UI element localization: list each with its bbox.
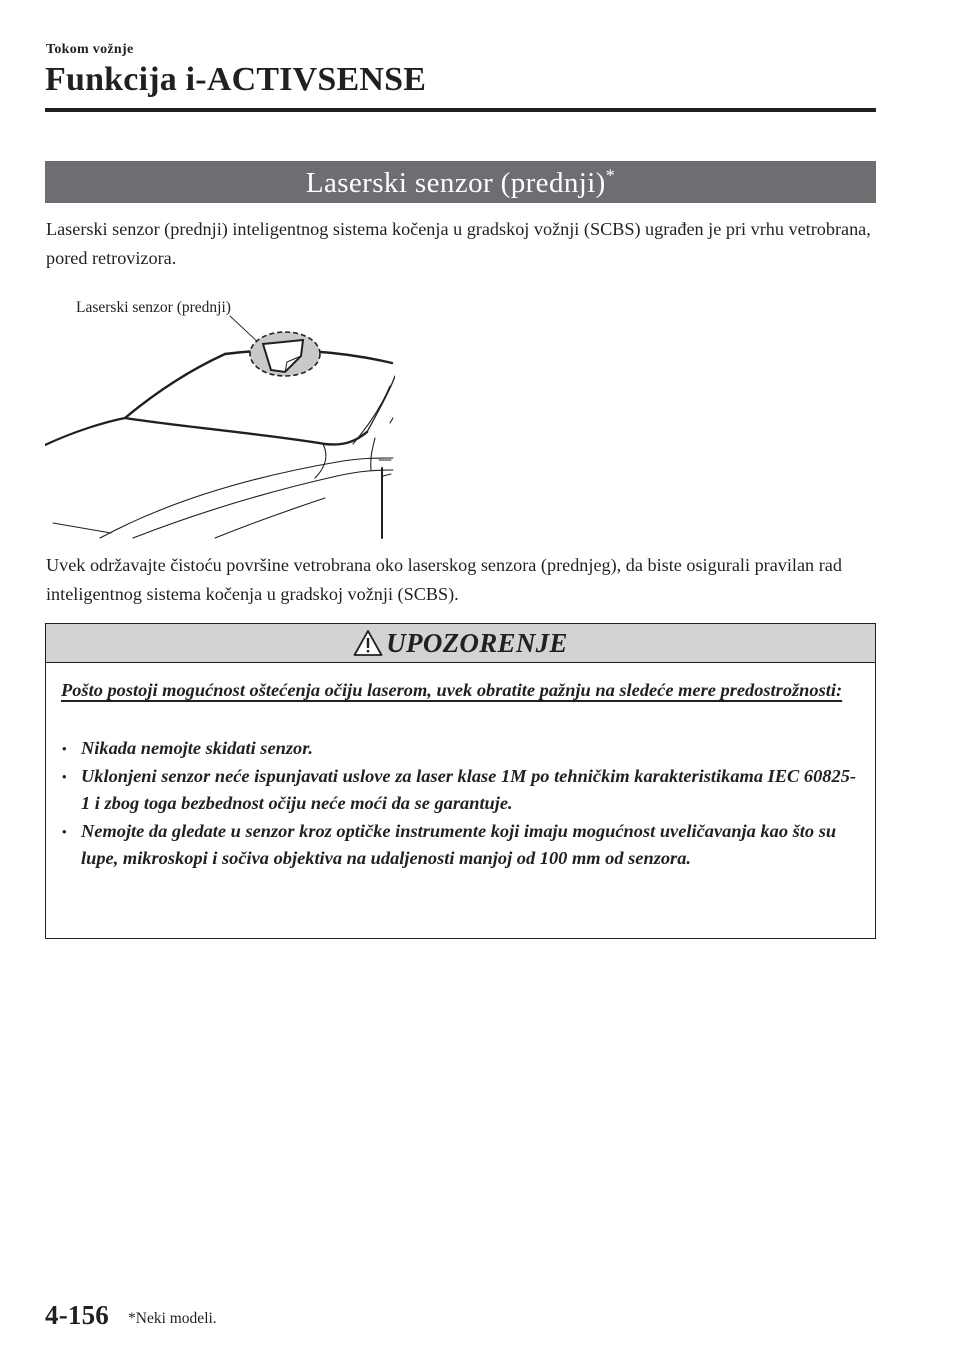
warning-item: • Uklonjeni senzor neće ispunjavati uslove za laser klase 1M po tehničkim karakteristikama IEC 60825-1 i zbog toga bezbednost očiju neće moći da se garantuje. (59, 763, 864, 818)
warning-item: • Nikada nemojte skidati senzor. (59, 735, 864, 763)
warning-intro-text: Pošto postoji mogućnost oštećenja očiju laserom, uvek obratite pažnju na sledeće mere predostrožnosti: (61, 680, 843, 700)
footnote: *Neki modeli. (128, 1310, 217, 1327)
intro-paragraph: Laserski senzor (prednji) inteligentnog sistema kočenja u gradskoj vožnji (SCBS) ugrađen je pri vrhu vetrobrana, pored retrovizora. (46, 219, 871, 268)
section-footnote-marker: * (605, 165, 616, 186)
warning-title: UPOZORENJE (386, 627, 568, 658)
sensor-location-illustration (45, 298, 395, 540)
warning-header (46, 624, 875, 663)
maintenance-paragraph: Uvek održavajte čistoću površine vetrobrana oko laserskog senzora (prednjeg), da biste osigurali pravilan rad inteligentnog sistema kočenja u gradskoj vožnji (SCBS). (46, 555, 842, 604)
warning-item: • Nemojte da gledate u senzor kroz optičke instrumente koji imaju mogućnost uveličavanja kao što su lupe, mikroskopi i sočiva objektiva na udaljenosti manjoj od 100 mm od senzora. (59, 818, 864, 873)
page-number: 4-156 (45, 1300, 109, 1330)
warning-triangle-icon (353, 629, 383, 657)
section-heading (45, 161, 876, 203)
header-divider (45, 108, 876, 112)
sensor-callout-label: Laserski senzor (prednji) (76, 299, 231, 316)
page-title: Funkcija i-ACTIVSENSE (45, 61, 427, 98)
warning-intro (61, 676, 861, 704)
chapter-label: Tokom vožnje (46, 42, 134, 57)
section-title: Laserski senzor (prednji) (305, 167, 606, 199)
warning-list (59, 735, 864, 873)
warning-box (45, 623, 876, 939)
